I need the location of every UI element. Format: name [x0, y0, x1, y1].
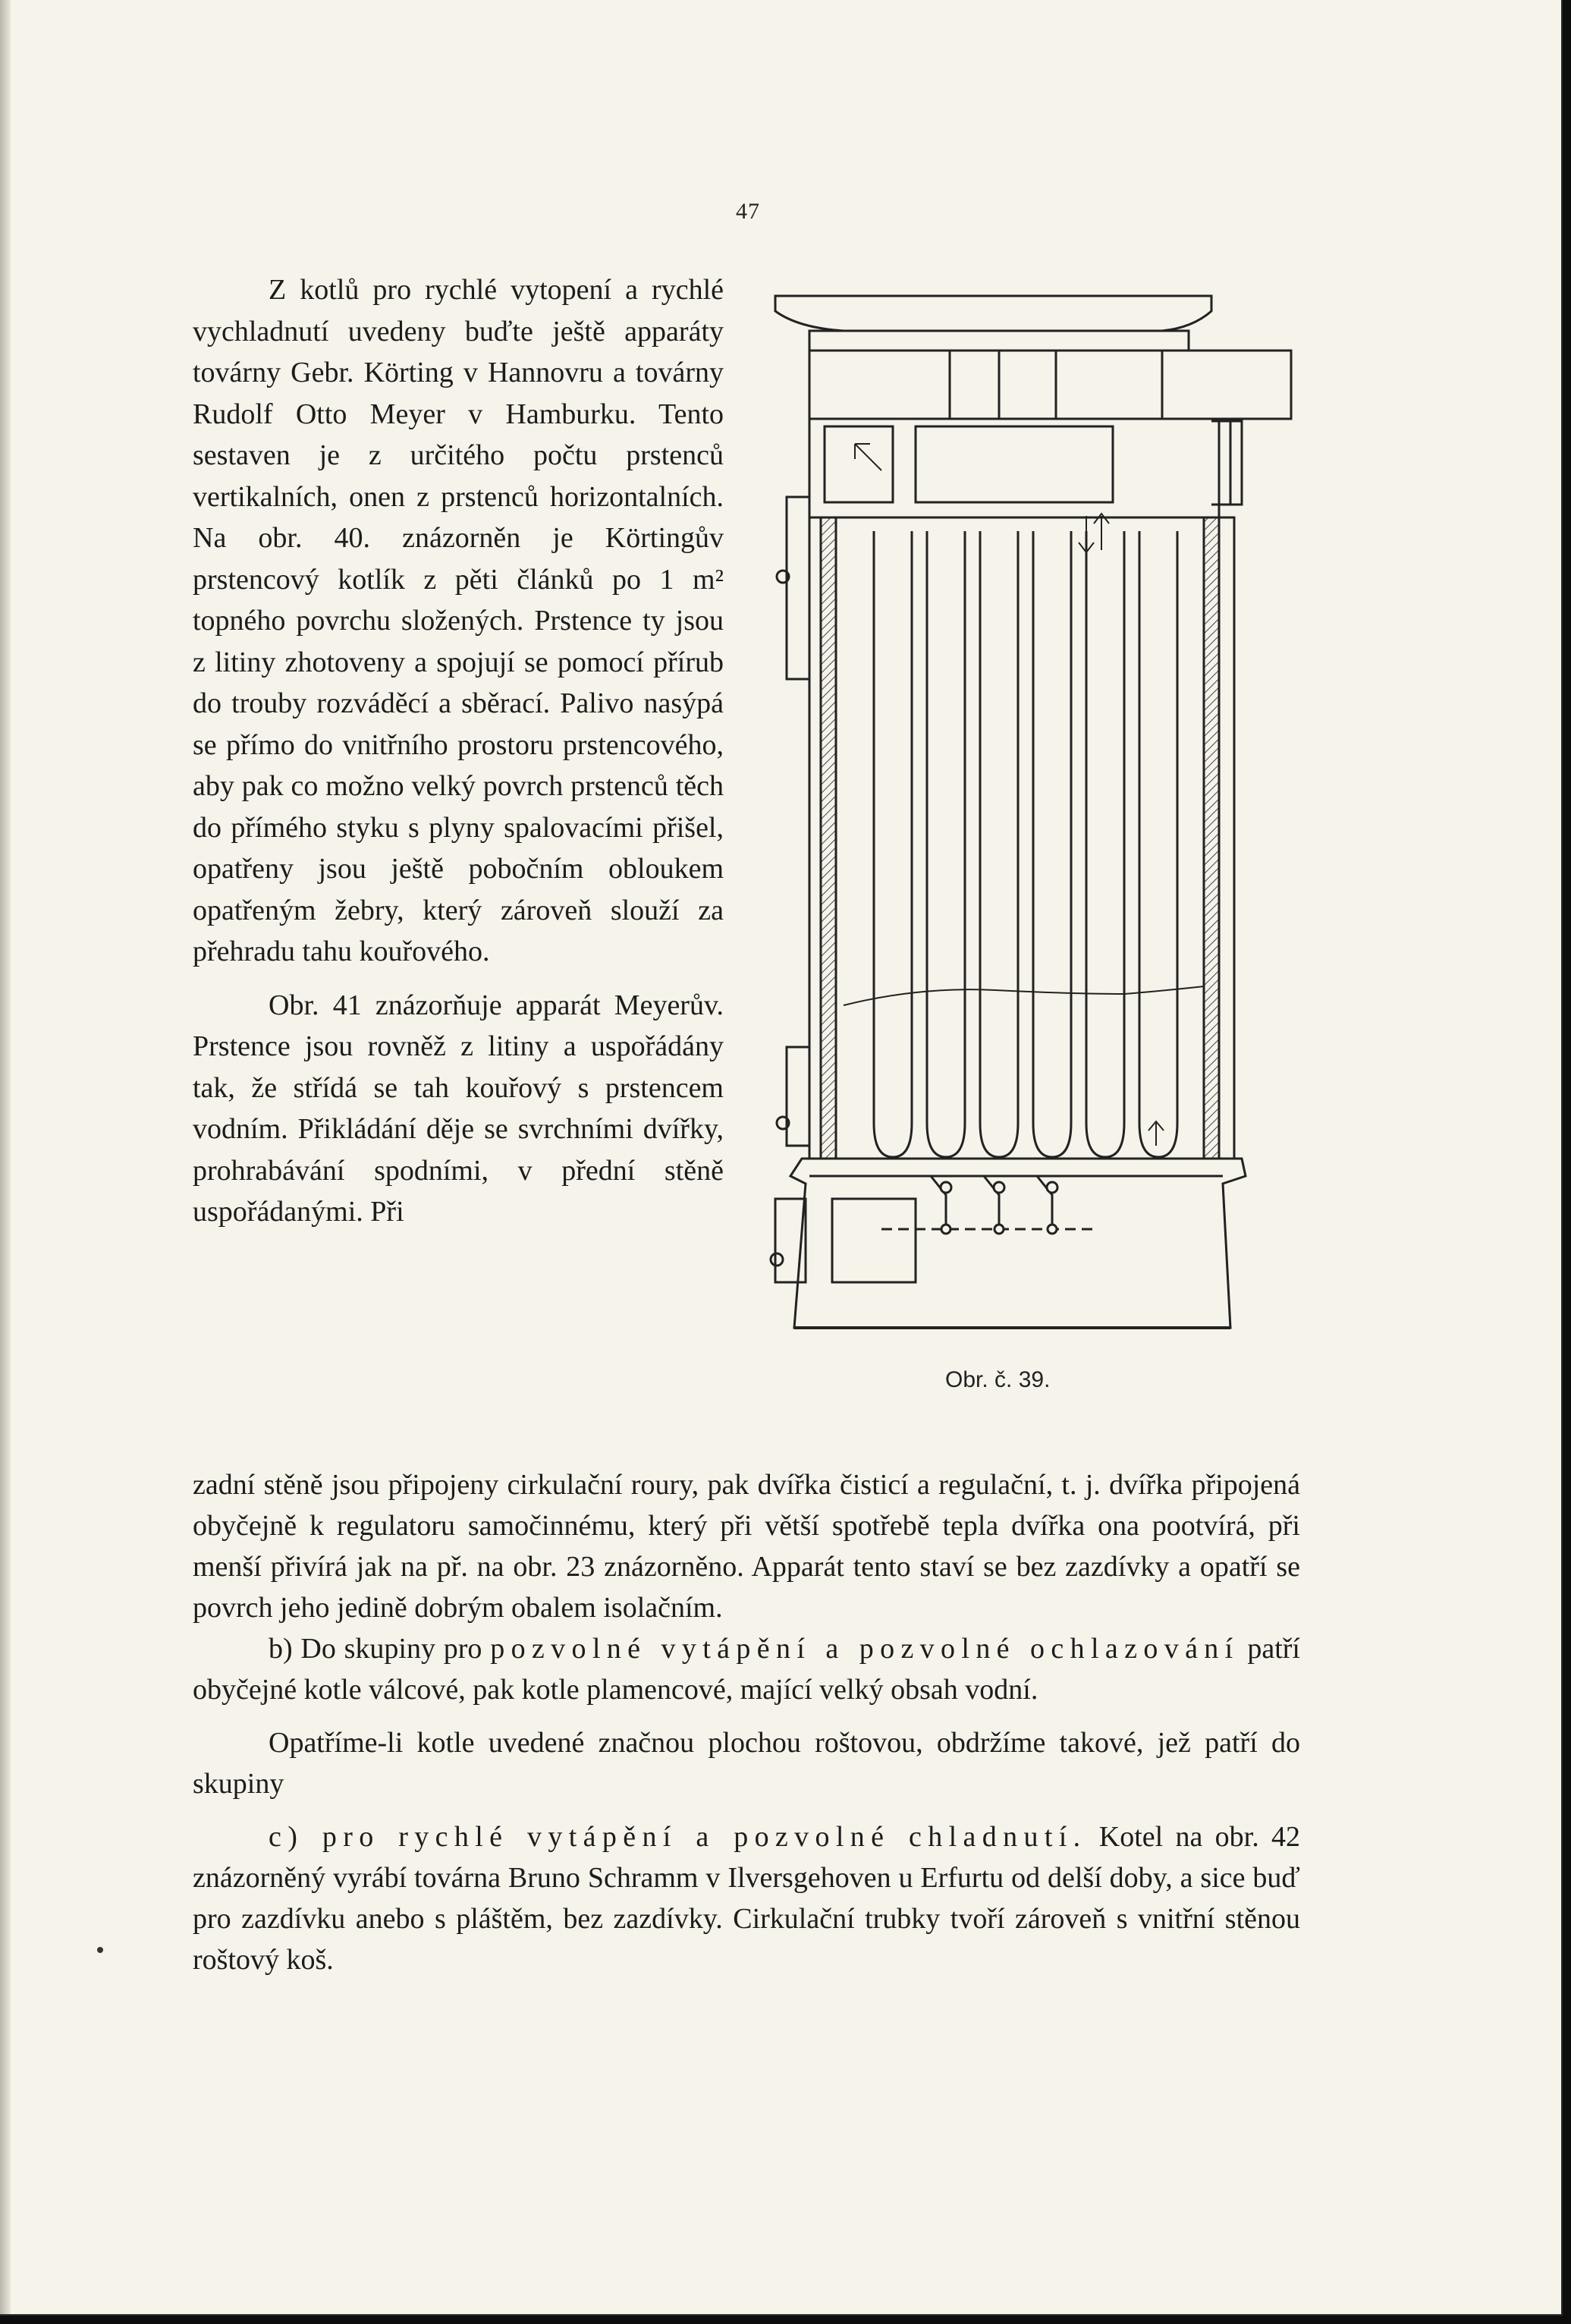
boiler-figure — [768, 288, 1299, 1335]
body-text — [193, 1464, 1300, 1980]
paragraph: Z kotlů pro rychlé vytopení a rychlé vychladnutí uvedeny buďte ještě apparáty továrny Gebr. Körting v Hannovru a továrny Rudolf Otto Meyer v Hamburku. Tento sestaven je z určitého počtu prstenců vertikalních, onen z prstenců horizontalních. Na obr. 40. znázorněn je Körtingův prstencový kotlík z pěti článků po 1 m² topného povrchu složených. Prstence ty jsou z litiny zhotoveny a spojují se pomocí přírub do trouby rozváděcí a sběrací. Palivo nasýpá se přímo do vnitřního prostoru prstencového, aby pak co možno velký povrch prstenců těch do přímého styku s plyny spalovacími přišel, opatřeny jsou ještě pobočním obloukem opatřeným žebry, který zároveň slouží za přehradu tahu kouřového. — [193, 274, 724, 967]
paragraph: zadní stěně jsou připojeny cirkulační roury, pak dvířka čisticí a regulační, t. j. dvířka připojená obyčejně k regulatoru samočinnému, který při větší spotřebě tepla dvířka ona pootvírá, při menší přivírá jak na př. na obr. 23 znázorněno. Apparát tento staví se bez zazdívky a opatří se povrch jeho jedině dobrým obalem isolačním. — [193, 1469, 1300, 1624]
spaced-phrase: pozvolné vytápění a pozvolné ochlazování — [490, 1633, 1240, 1665]
figure-caption: Obr. č. 39. — [945, 1367, 1051, 1392]
margin-mark — [97, 1947, 103, 1953]
page-number: 47 — [736, 199, 760, 224]
paragraph: b) Do skupiny pro pozvolné vytápění a pozvolné ochlazování patří obyčejné kotle válcové, pak kotle plamencové, mající velký obsah vodní. — [193, 1633, 1300, 1706]
column-text — [193, 269, 724, 1233]
boiler-drawing — [768, 288, 1299, 1335]
page-spine — [0, 0, 11, 2314]
spaced-phrase: c) pro rychlé vytápění a pozvolné chladnutí. — [269, 1821, 1087, 1853]
paragraph: Obr. 41 znázorňuje apparát Meyerův. Prstence jsou rovněž z litiny a uspořádány tak, že střídá se tah kouřový s prstencem vodním. Přikládání děje se svrchními dvířky, prohrabávání spodními, v přední stěně uspořádanými. Při — [193, 989, 724, 1228]
paragraph: c) pro rychlé vytápění a pozvolné chladnutí. Kotel na obr. 42 znázorněný vyrábí továrna Bruno Schramm v Ilversgehoven u Erfurtu od delší doby, a sice buď pro zazdívku anebo s pláštěm, bez zazdívky. Cirkulační trubky tvoří zároveň s vnitřní stěnou roštový koš. — [193, 1821, 1300, 1976]
paragraph: Opatříme-li kotle uvedené značnou plochou roštovou, obdržíme takové, jež patří do skupiny — [193, 1727, 1300, 1800]
